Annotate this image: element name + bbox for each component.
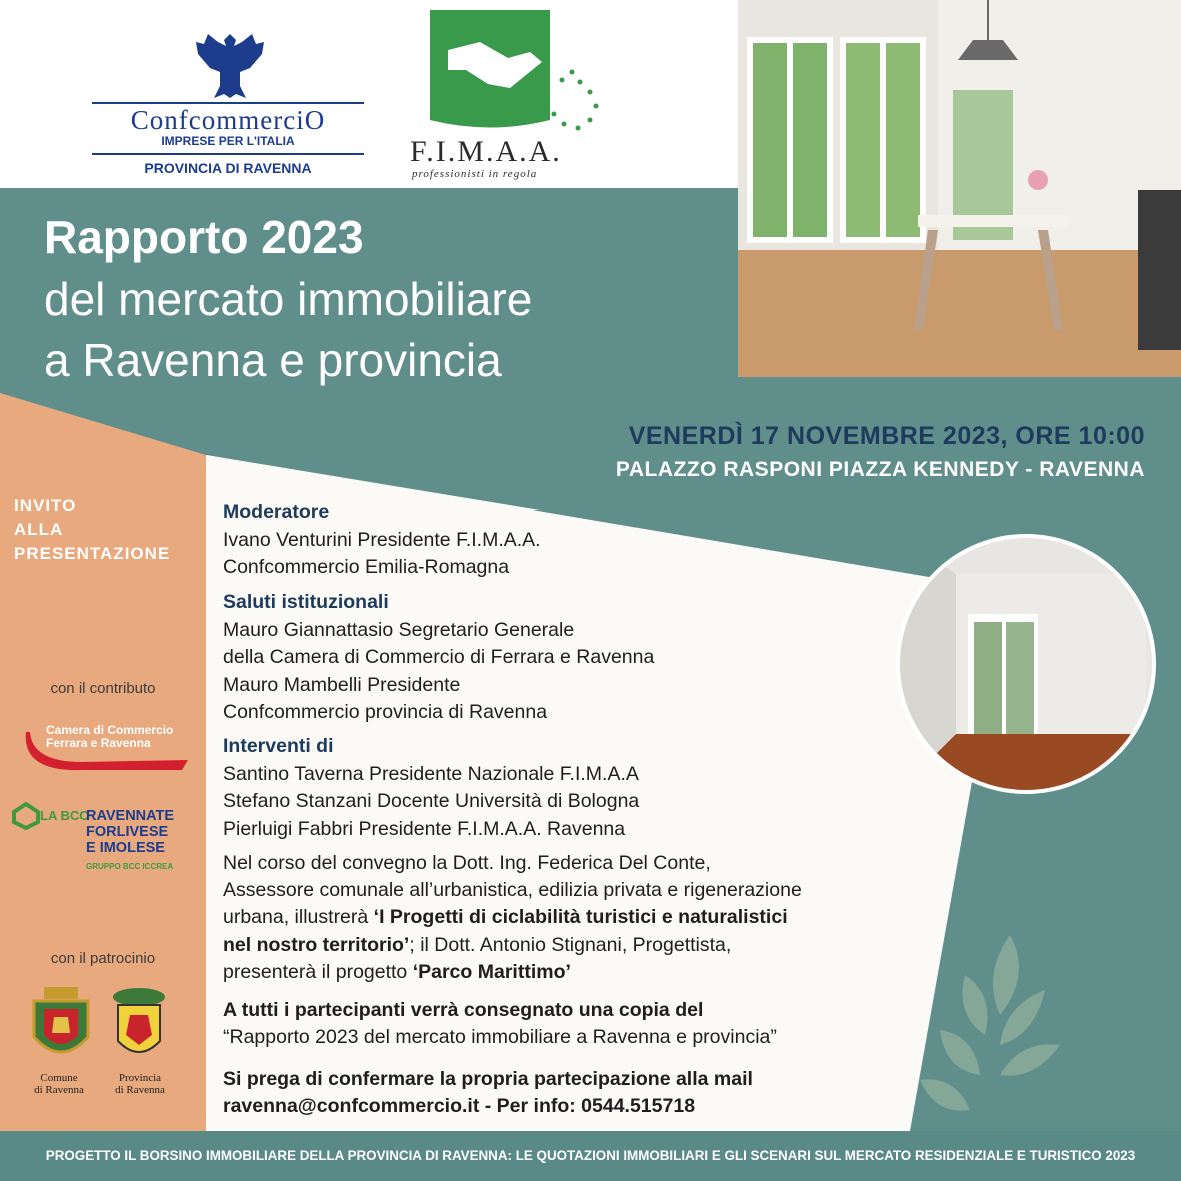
confcommercio-tagline: IMPRESE PER L'ITALIA [161, 134, 295, 148]
comune-crest-icon [30, 985, 92, 1067]
handshake-icon [430, 10, 605, 138]
comune-line-2: di Ravenna [34, 1084, 84, 1096]
saluti-line-3: Mauro Mambelli Presidente [223, 673, 461, 696]
comune-line-1: Comune [40, 1072, 78, 1084]
note-line-1: Nel corso del convegno la Dott. Ing. Federica Del Conte, [223, 852, 711, 874]
empty-room-photo [896, 534, 1156, 794]
note-line-4: nel nostro territorio’; il Dott. Antonio Stignani, Progettista, [223, 933, 732, 956]
camera-line-1: Camera di Commercio [46, 723, 174, 737]
provincia-label [95, 1072, 185, 1096]
event-place: PALAZZO RASPONI PIAZZA KENNEDY - RAVENNA [615, 458, 1145, 481]
patronage-label: con il patrocinio [50, 950, 156, 967]
eagle-icon [190, 28, 270, 102]
note-line-2: Assessore comunale all’urbanistica, edilizia privata e rigenerazione [223, 879, 802, 902]
saluti-list [223, 617, 654, 727]
bcc-line-1: RAVENNATE [86, 808, 175, 824]
program-note [223, 850, 802, 986]
bcc-prefix: LA BCC [40, 808, 89, 823]
copy-notice [223, 997, 777, 1051]
invite-line-1: INVITO [14, 496, 77, 515]
camera-line-2: Ferrara e Ravenna [46, 736, 151, 750]
bcc-line-3: E IMOLESE [86, 840, 165, 856]
event-date: VENERDÌ 17 NOVEMBRE 2023, ORE 10:00 [628, 422, 1145, 450]
fimaa-name: F.I.M.A.A. [410, 135, 562, 168]
interventi-line-2: Stefano Stanzani Docente Università di Bologna [223, 790, 640, 813]
moderatore-heading: Moderatore [223, 501, 330, 523]
copy-line-2: “Rapporto 2023 del mercato immobiliare a Ravenna e provincia” [223, 1026, 777, 1048]
invite-label [14, 494, 170, 566]
camera-commercio-name [46, 724, 173, 750]
rsvp-notice [223, 1066, 753, 1120]
moderatore-line-1: Ivano Venturini Presidente F.I.M.A.A. [223, 529, 541, 551]
provincia-crest-icon [108, 985, 170, 1067]
moderatore-line-2: Confcommercio Emilia-Romagna [223, 556, 510, 579]
headline-line-1: Rapporto 2023 [44, 211, 364, 263]
bcc-group: GRUPPO BCC ICCREA [86, 862, 174, 871]
bcc-icon [12, 802, 40, 830]
contribution-label: con il contributo [50, 680, 156, 697]
confcommercio-province: PROVINCIA DI RAVENNA [144, 160, 312, 176]
interventi-list [223, 761, 639, 843]
cc-rule-bottom [92, 153, 364, 155]
note-line-3: urbana, illustrerà ‘I Progetti di ciclabilità turistici e naturalistici [223, 906, 788, 929]
interventi-line-3: Pierluigi Fabbri Presidente F.I.M.A.A. Ravenna [223, 817, 626, 840]
project-title-parco: ‘Parco Marittimo’ [412, 960, 571, 983]
headline-line-2: del mercato immobiliare [44, 273, 533, 325]
interventi-heading: Interventi di [223, 735, 334, 757]
bcc-name [86, 808, 174, 856]
project-title-territorio: nel nostro territorio’ [223, 933, 410, 956]
invite-line-3: PRESENTAZIONE [14, 544, 171, 563]
saluti-heading: Saluti istituzionali [223, 591, 389, 613]
saluti-line-2: della Camera di Commercio di Ferrara e Ravenna [223, 646, 655, 669]
comune-label [14, 1072, 104, 1096]
leaf-decoration [920, 935, 1060, 1111]
project-title-ciclabilita: ‘I Progetti di ciclabilità turistici e naturalistici [373, 906, 788, 929]
invite-line-2: ALLA [14, 520, 64, 539]
bcc-line-2: FORLIVESE [86, 824, 169, 840]
headline-line-3: a Ravenna e provincia [44, 334, 502, 386]
rsvp-contact[interactable]: ravenna@confcommercio.it - Per info: 0544.515718 [223, 1095, 696, 1117]
copy-line-1: A tutti i partecipanti verrà consegnato una copia del [223, 999, 704, 1021]
footer-text: PROGETTO IL BORSINO IMMOBILIARE DELLA PROVINCIA DI RAVENNA: LE QUOTAZIONI IMMOBILIARI E GLI SCENARI SUL MERCATO RESIDENZIALE E TURISTICO 2023 [45, 1148, 1136, 1163]
dining-room-photo [738, 0, 1181, 377]
saluti-line-4: Confcommercio provincia di Ravenna [223, 701, 548, 724]
saluti-line-1: Mauro Giannattasio Segretario Generale [223, 619, 575, 641]
cc-rule-top [92, 102, 364, 104]
rsvp-line-1: Si prega di confermare la propria partecipazione alla mail [223, 1068, 753, 1090]
fimaa-tagline: professionisti in regola [412, 168, 538, 180]
moderatore-list [223, 527, 541, 582]
confcommercio-name: ConfcommerciO [130, 105, 326, 135]
note-line-5: presenterà il progetto ‘Parco Marittimo’ [223, 960, 571, 983]
provincia-line-2: di Ravenna [115, 1084, 165, 1096]
provincia-line-1: Provincia [118, 1072, 162, 1084]
interventi-line-1: Santino Taverna Presidente Nazionale F.I.M.A.A [223, 763, 639, 785]
